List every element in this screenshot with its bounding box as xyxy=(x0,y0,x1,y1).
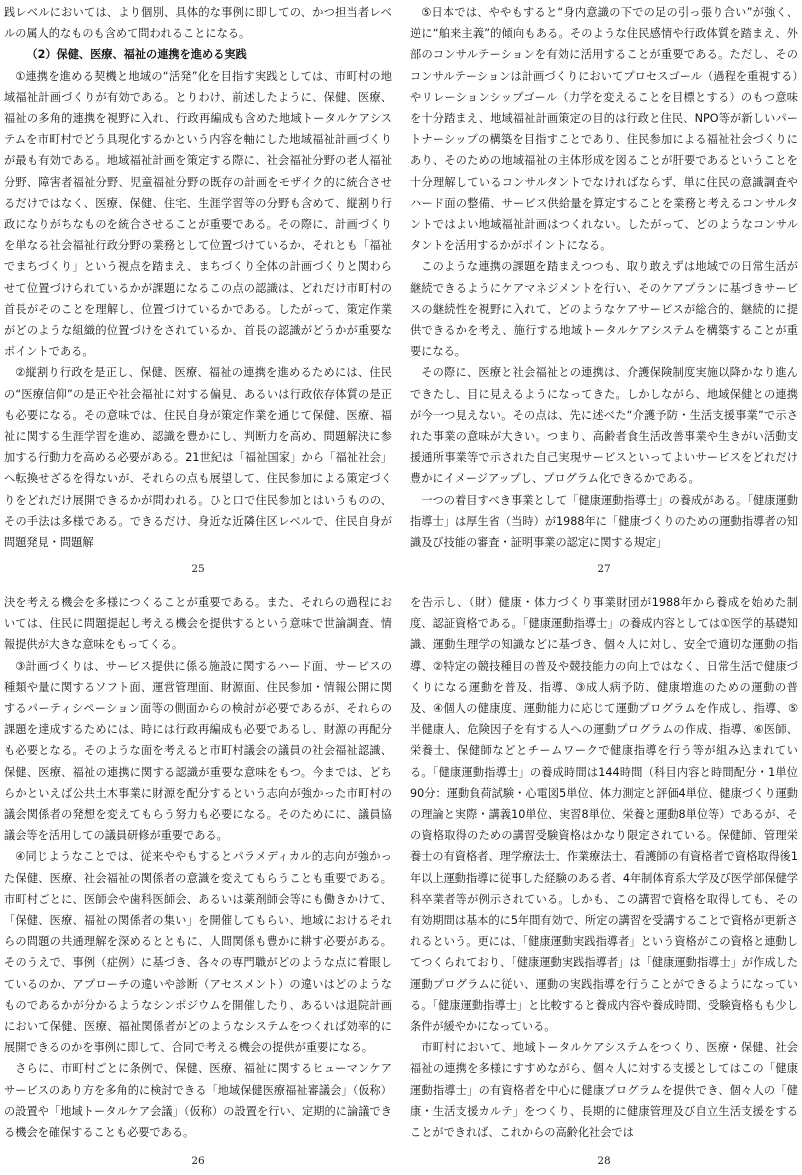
page-number: 27 xyxy=(597,563,611,575)
paragraph: 決を考える機会を多様につくることが重要である。また、それらの過程においては、住民に問題提起し考える機会を提供するという意味で世論調査、情報提供が大きな意味をもってくる。 xyxy=(4,596,392,652)
page-25 xyxy=(4,2,392,580)
page-number: 28 xyxy=(597,1155,611,1167)
paragraph: ④同じようなことでは、従来ややもするとパラメディカル的志向が強かった保健、医療、社会福祉の関係者の意識を変えてもらうことも重要である。市町村ごとに、医師会や歯科医師会、あるいは薬剤師会等にも働きかけて、「保健、医療、福祉の関係者の集い」を開催してもらい、地域におけるそれらの問題の共通理解を深めるとともに、人間関係も豊かに耕す必要がある。そのうえで、事例（症例）に基づき、各々の専門職がどのような点に着眼しているのか、アプローチの違いや診断（アセスメント）の違いはどのようなものであるかが分かるようなシンポジウムを開催したり、あるいは退院計画において保健、医療、福祉関係者がどのようなシステムをつくれば効率的に展開できるのかを事例に即して、合同で考える機会の提供が重要になる。 xyxy=(4,850,392,1055)
page-28-body xyxy=(410,592,798,1143)
paragraph: さらに、市町村ごとに条例で、保健、医療、福祉に関するヒューマンケアサービスのあり方を多角的に検討できる「地域保健医療福祉審議会」（仮称）の設置や「地域トータルケア会議」（仮称）の設置を行い、定期的に論議できる機会を確保することも必要である。 xyxy=(4,1062,392,1140)
paragraph: 践レベルにおいては、より個別、具体的な事例に即しての、かつ担当者レベルの属人的なものも含めて問われることになる。 xyxy=(4,6,392,41)
page-26-body xyxy=(4,592,392,1143)
paragraph: このような連携の課題を踏まえつつも、取り敢えずは地域での日常生活が継続できるようにケアマネジメントを行い、そのケアプランに基づきサービスの継続性を視野に入れて、どのようなケアサービスが総合的、継続的に提供できるかを考え、施行する地域トータルケアシステムを構築することが重要になる。 xyxy=(410,260,798,359)
page-27-body xyxy=(410,2,798,553)
paragraph: 一つの着目すべき事業として「健康運動指導士」の養成がある。「健康運動指導士」は厚生省（当時）が1988年に「健康づくりのための運動指導者の知識及び技能の審査・証明事業の認定に関する規定」 xyxy=(410,493,798,550)
page-27 xyxy=(410,2,798,580)
page-28 xyxy=(410,592,798,1170)
page-26 xyxy=(4,592,392,1170)
paragraph: ①連携を進める契機と地域の“活発”化を目指す実践としては、市町村の地域福祉計画づくりが有効である。とりわけ、前述したように、保健、医療、福祉の多角的連携を視野に入れ、行政再編成も含めた地域トータルケアシステムを市町村でどう具現化するかという内容を軸にした地域福祉計画づくりが最も有効である。地域福祉計画を策定する際に、社会福祉分野の老人福祉分野、障害者福祉分野、児童福祉分野の既存の計画をモザイク的に統合させるだけではなく、医療、保健、住宅、生涯学習等の分野も含めて、縦割り行政になりがちなものを統合させることが重要である。その際に、計画づくりを単なる社会福祉行政分野の業務として位置づけているか、それとも「福祉でまちづくり」という視点を踏まえ、まちづくり全体の計画づくりと関わらせて位置づけられているかが課題になるこの点の認識は、どれだけ市町村の首長がそのことを理解し、位置づけているかである。したがって、策定作業がどのような組織的位置づけをされているか、首長の認識がどうかが重要なポイントである。 xyxy=(4,69,392,359)
page-number: 26 xyxy=(191,1155,205,1167)
page-number: 25 xyxy=(191,563,205,575)
paragraph: 市町村において、地域トータルケアシステムをつくり、医療・保健、社会福祉の連携を多様にすすめながら、個々人に対する支援としてはこの「健康運動指導士」の有資格者を中心に健康プログラムを提供でき、個々人の「健康・生活支援カルテ」をつくり、長期的に健康管理及び自立生活支援をすることができれば、これからの高齢化社会では xyxy=(410,1041,798,1140)
section-heading: （2）保健、医療、福祉の連携を進める実践 xyxy=(26,48,247,62)
paragraph: ③計画づくりは、サービス提供に係る施設に関するハード面、サービスの種類や量に関するソフト面、運営管理面、財源面、住民参加・情報公開に関するパーティシペーション面等の側面からの検討が必要であるが、それらの課題を達成するためには、時には行政再編成も必要であるし、財源の再配分も必要となる。そのような面を考えると市町村議会の議員の社会福祉認識、保健、医療、福祉の連携に関する認識が重要な意味をもつ。今までは、どちらかといえば公共土木事業に財源を配分するという志向が強かった市町村の議会関係者の発想を変えてもらう努力も必要になる。そのためにに、議員協議会等を活用しての議員研修が重要である。 xyxy=(4,659,392,843)
page-25-body xyxy=(4,2,392,553)
paragraph: ②縦割り行政を是正し、保健、医療、福祉の連携を進めるためには、住民の“医療信仰”の是正や社会福祉に対する偏見、あるいは行政依存体質の是正も必要になる。その意味では、住民自身が策定作業を通じて保健、医療、福祉に関する生涯学習を進め、認識を豊かにし、判断力を高め、問題解決に参加する行動力を高める必要がある。21世紀は「福祉国家」から「福祉社会」へ転換せざるを得ないが、それらの点も展望して、住民参加による策定づくりをどれだけ展開できるかが問われる。ひと口で住民参加とはいうものの、その手法は多様である。できるだけ、身近な近隣住区レベルで、住民自身が問題発見・問題解 xyxy=(4,366,392,550)
paragraph: ⑤日本では、ややもすると“身内意識の下での足の引っ張り合い”が強く、逆に“舶来主義”的傾向もある。そのような住民感情や行政体質を踏まえ、外部のコンサルテーションを有効に活用することが重要である。ただし、そのコンサルテーションは計画づくりにおいてプロセスゴール（過程を重視する）やリレーションシップゴール（力学を変えることを目標とする）のもつ意味を十分踏まえ、地域福祉計画策定の目的は行政と住民、NPO等が新しいパートナーシップの構築を目指すことであり、住民参加による福祉社会づくりにあり、そのための地域福祉の主体形成を図ることが肝要であるということを十分理解しているコンサルタントでなければならず、単に住民の意識調査やハード面の整備、サービス供給量を算定することを業務と考えるコンサルタントではよい地域福祉計画はつくれない。したがって、どのようなコンサルタントを活用するかがポイントになる。 xyxy=(410,6,798,253)
paragraph: を告示し、（財）健康・体力づくり事業財団が1988年から養成を始めた制度、認証資格である。「健康運動指導士」の養成内容としては①医学的基礎知識、運動生理学の知識などに基づき、個々人に対し、安全で適切な運動の指導、②特定の競技種目の普及や競技能力の向上ではなく、日常生活で健康づくりになる運動を普及、指導、③成人病予防、健康増進のための運動の普及、④個人の健康度、運動能力に応じて運動プログラムを作成し、指導、⑤半健康人、危険因子を有する人への運動プログラムの作成、指導、⑥医師、栄養士、保健師などとチームワークで健康指導を行う等が組み込まれている。「健康運動指導士」の養成時間は144時間（科目内容と時間配分・1単位90分：運動負荷試験・心電図5単位、体力測定と評価4単位、健康づくり運動の理論と実際・講義10単位、実習8単位、栄養と運動8単位等）であるが、その資格取得のための講習受験資格はかなり限定されている。保健師、管理栄養士の有資格者、理学療法士、作業療法士、看護師の有資格者で資格取得後1年以上運動指導に従事した経験のある者、4年制体育系大学及び医学部保健学科卒業者等が例示されている。しかも、この講習で資格を取得しても、その有効期間は基本的に5年間有効で、所定の講習を受講することで資格が更新されるという。更には、「健康運動実践指導者」という資格がこの資格と連動してつくられており、「健康運動実践指導者」は「健康運動指導士」が作成した運動プログラムに従い、運動の実践指導を行うことができるようになっている。「健康運動指導士」と比較すると養成内容や養成時間、受験資格もも少し条件が緩やかになっている。 xyxy=(410,596,798,1034)
paragraph: その際に、医療と社会福祉との連携は、介護保険制度実施以降かなり進んできたし、目に見えるようになってきた。しかしながら、地域保健との連携が今一つ見えない。その点は、先に述べた“介護予防・生活支援事業”で示された事業の意味が大きい。つまり、高齢者食生活改善事業や生きがい活動支援通所事業等で示された自己実現サービスといってよいサービスをどれだけ豊かにイメージアップし、プログラム化できるかである。 xyxy=(410,366,798,486)
